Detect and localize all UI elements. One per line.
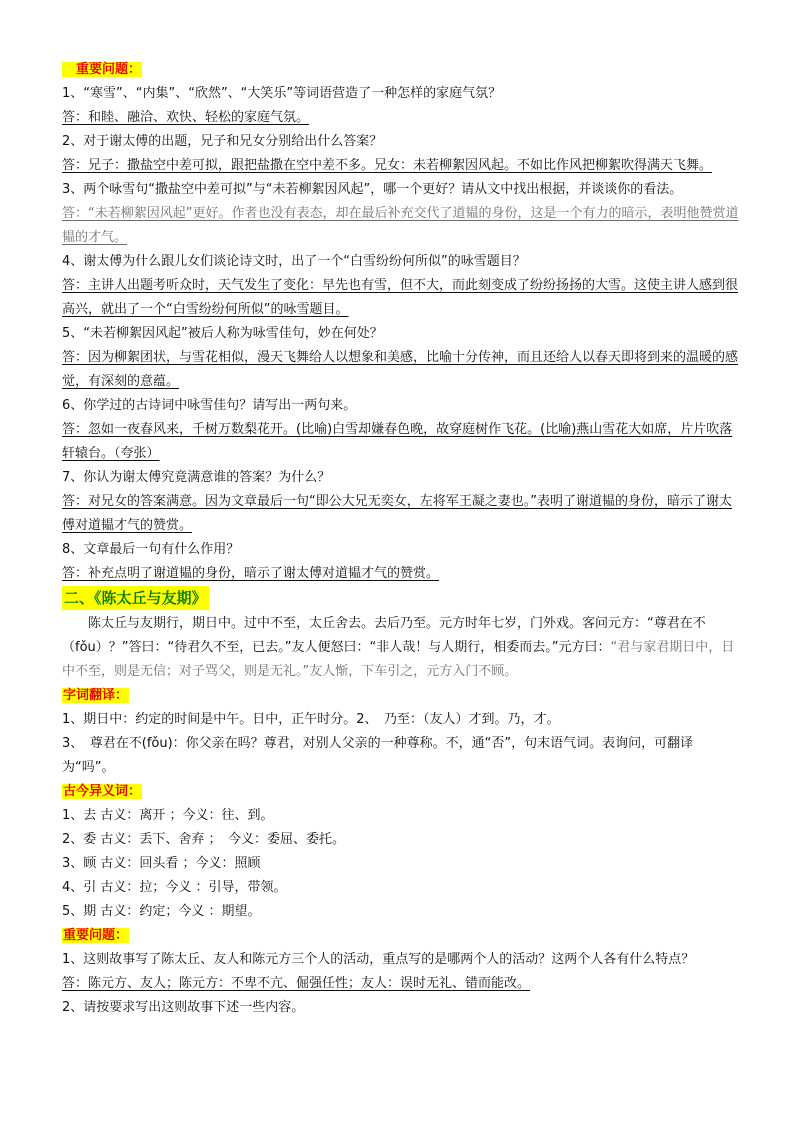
section2-title-line (62, 586, 742, 612)
answer-4: 答：主讲人出题考听众时，天气发生了变化：早先也有雪，但不大，而此刻变成了纷纷扬扬的大雪。这使主讲人感到很高兴，就出了一个“白雪纷纷何所似”的咏雪题目。 (62, 278, 739, 317)
gujin-item-2: 2、委 古义：丢下、舍弃 ； 今义：委屈、委托。 (62, 832, 346, 847)
passage-text (62, 612, 742, 684)
gujin-item-1: 1、去 古义：离开 ；今义：往、到。 (62, 808, 274, 823)
gujin-item-5: 5、期 古义：约定；今义 ：期望。 (62, 904, 261, 919)
question-6: 6、你学过的古诗词中咏雪佳句？请写出一两句来。 (62, 398, 357, 413)
vocab-item-2: 3、 尊君在不(fǒu)：你父亲在吗？尊君，对别人父亲的一种尊称。不，通“否”，句末语气词。表询问，可翻译为“吗”。 (62, 736, 694, 775)
vocab-heading: 字词翻译： (63, 688, 129, 703)
answer-7: 答：对兄女的答案满意。因为文章最后一句“即公大兄无奕女，左将军王凝之妻也。”表明了谢道韫的身份，暗示了谢太傅对道韫才气的赞赏。 (62, 494, 732, 533)
question-1: 1、“寒雪”、“内集”、“欣然”、“大笑乐”等词语营造了一种怎样的家庭气氛？ (62, 86, 502, 101)
gujin-item-3: 3、顾 古义：回头看 ；今义：照顾 (62, 856, 261, 871)
gujin-heading-line (62, 780, 742, 804)
vocab-item-1: 1、期日中：约定的时间是中午。日中，正午时分。2、 乃至：（友人）才到。乃，才。 (62, 712, 560, 727)
passage-gray: “君与家君期日中，日中不至，则是无信；对子骂父，则是无礼。”友人惭，下车引之，元方入门不顾。 (62, 640, 735, 679)
question-8: 8、文章最后一句有什么作用？ (62, 542, 240, 557)
vocab-heading-line (62, 684, 742, 708)
passage-main: 陈太丘与友期行，期日中。过中不至，太丘舍去。去后乃至。元方时年七岁，门外戏。客问元方：“尊君在不（fǒu）？”答曰：“待君久不至，已去。”友人便怒曰：“非人哉！与人期行，相委而去。”元方曰： (62, 616, 706, 655)
question-5: 5、“未若柳絮因风起”被后人称为咏雪佳句，妙在何处？ (62, 326, 383, 341)
questions2-heading-line (62, 924, 742, 948)
answer-5: 答：因为柳絮团状，与雪花相似，漫天飞舞给人以想象和美感，比喻十分传神，而且还给人以春天即将到来的温暖的感觉，有深刻的意蕴。 (62, 350, 739, 389)
section1-heading-line (62, 58, 742, 82)
s2-question-2: 2、请按要求写出这则故事下述一些内容。 (62, 1000, 305, 1015)
s2-answer-1: 答：陈元方、友人；陈元方：不卑不亢、倔强任性；友人：误时无礼、错而能改。 (62, 976, 531, 991)
s2-question-1: 1、这则故事写了陈太丘、友人和陈元方三个人的活动，重点写的是哪两个人的活动？这两个人各有什么特点？ (62, 952, 695, 967)
questions2-heading: 重要问题： (63, 928, 129, 943)
section1-heading: 重要问题： (62, 62, 142, 77)
question-3: 3、两个咏雪句“撒盐空中差可拟”与“未若柳絮因风起”，哪一个更好？请从文中找出根据，并谈谈你的看法。 (62, 182, 683, 197)
answer-3: 答：“未若柳絮因风起”更好。作者也没有表态，却在最后补充交代了道韫的身份，这是一个有力的暗示，表明他赞赏道韫的才气。 (62, 206, 739, 245)
document-page (62, 58, 742, 1020)
answer-1: 答：和睦、融洽、欢快、轻松的家庭气氛。 (62, 110, 310, 125)
gujin-item-4: 4、引 古义：拉；今义 ：引导，带领。 (62, 880, 287, 895)
gujin-heading: 古今异义词： (63, 784, 142, 799)
question-7: 7、你认为谢太傅究竟满意谁的答案？为什么？ (62, 470, 331, 485)
question-2: 2、对于谢太傅的出题，兄子和兄女分别给出什么答案？ (62, 134, 383, 149)
answer-2: 答：兄子：撒盐空中差可拟，跟把盐撒在空中差不多。兄女：未若柳絮因风起。不如比作风把柳絮吹得满天飞舞。 (62, 158, 713, 173)
question-4: 4、谢太傅为什么跟儿女们谈论诗文时，出了一个“白雪纷纷何所似”的咏雪题目？ (62, 254, 526, 269)
section2-title: 二、《陈太丘与友期》 (62, 586, 209, 610)
answer-8: 答：补充点明了谢道韫的身份，暗示了谢太傅对道韫才气的赞赏。 (62, 566, 440, 581)
answer-6: 答：忽如一夜春风来，千树万数梨花开。(比喻)白雪却嫌春色晚，故穿庭树作飞花。(比喻)燕山雪花大如席，片片吹落轩辕台。（夸张） (62, 422, 733, 461)
